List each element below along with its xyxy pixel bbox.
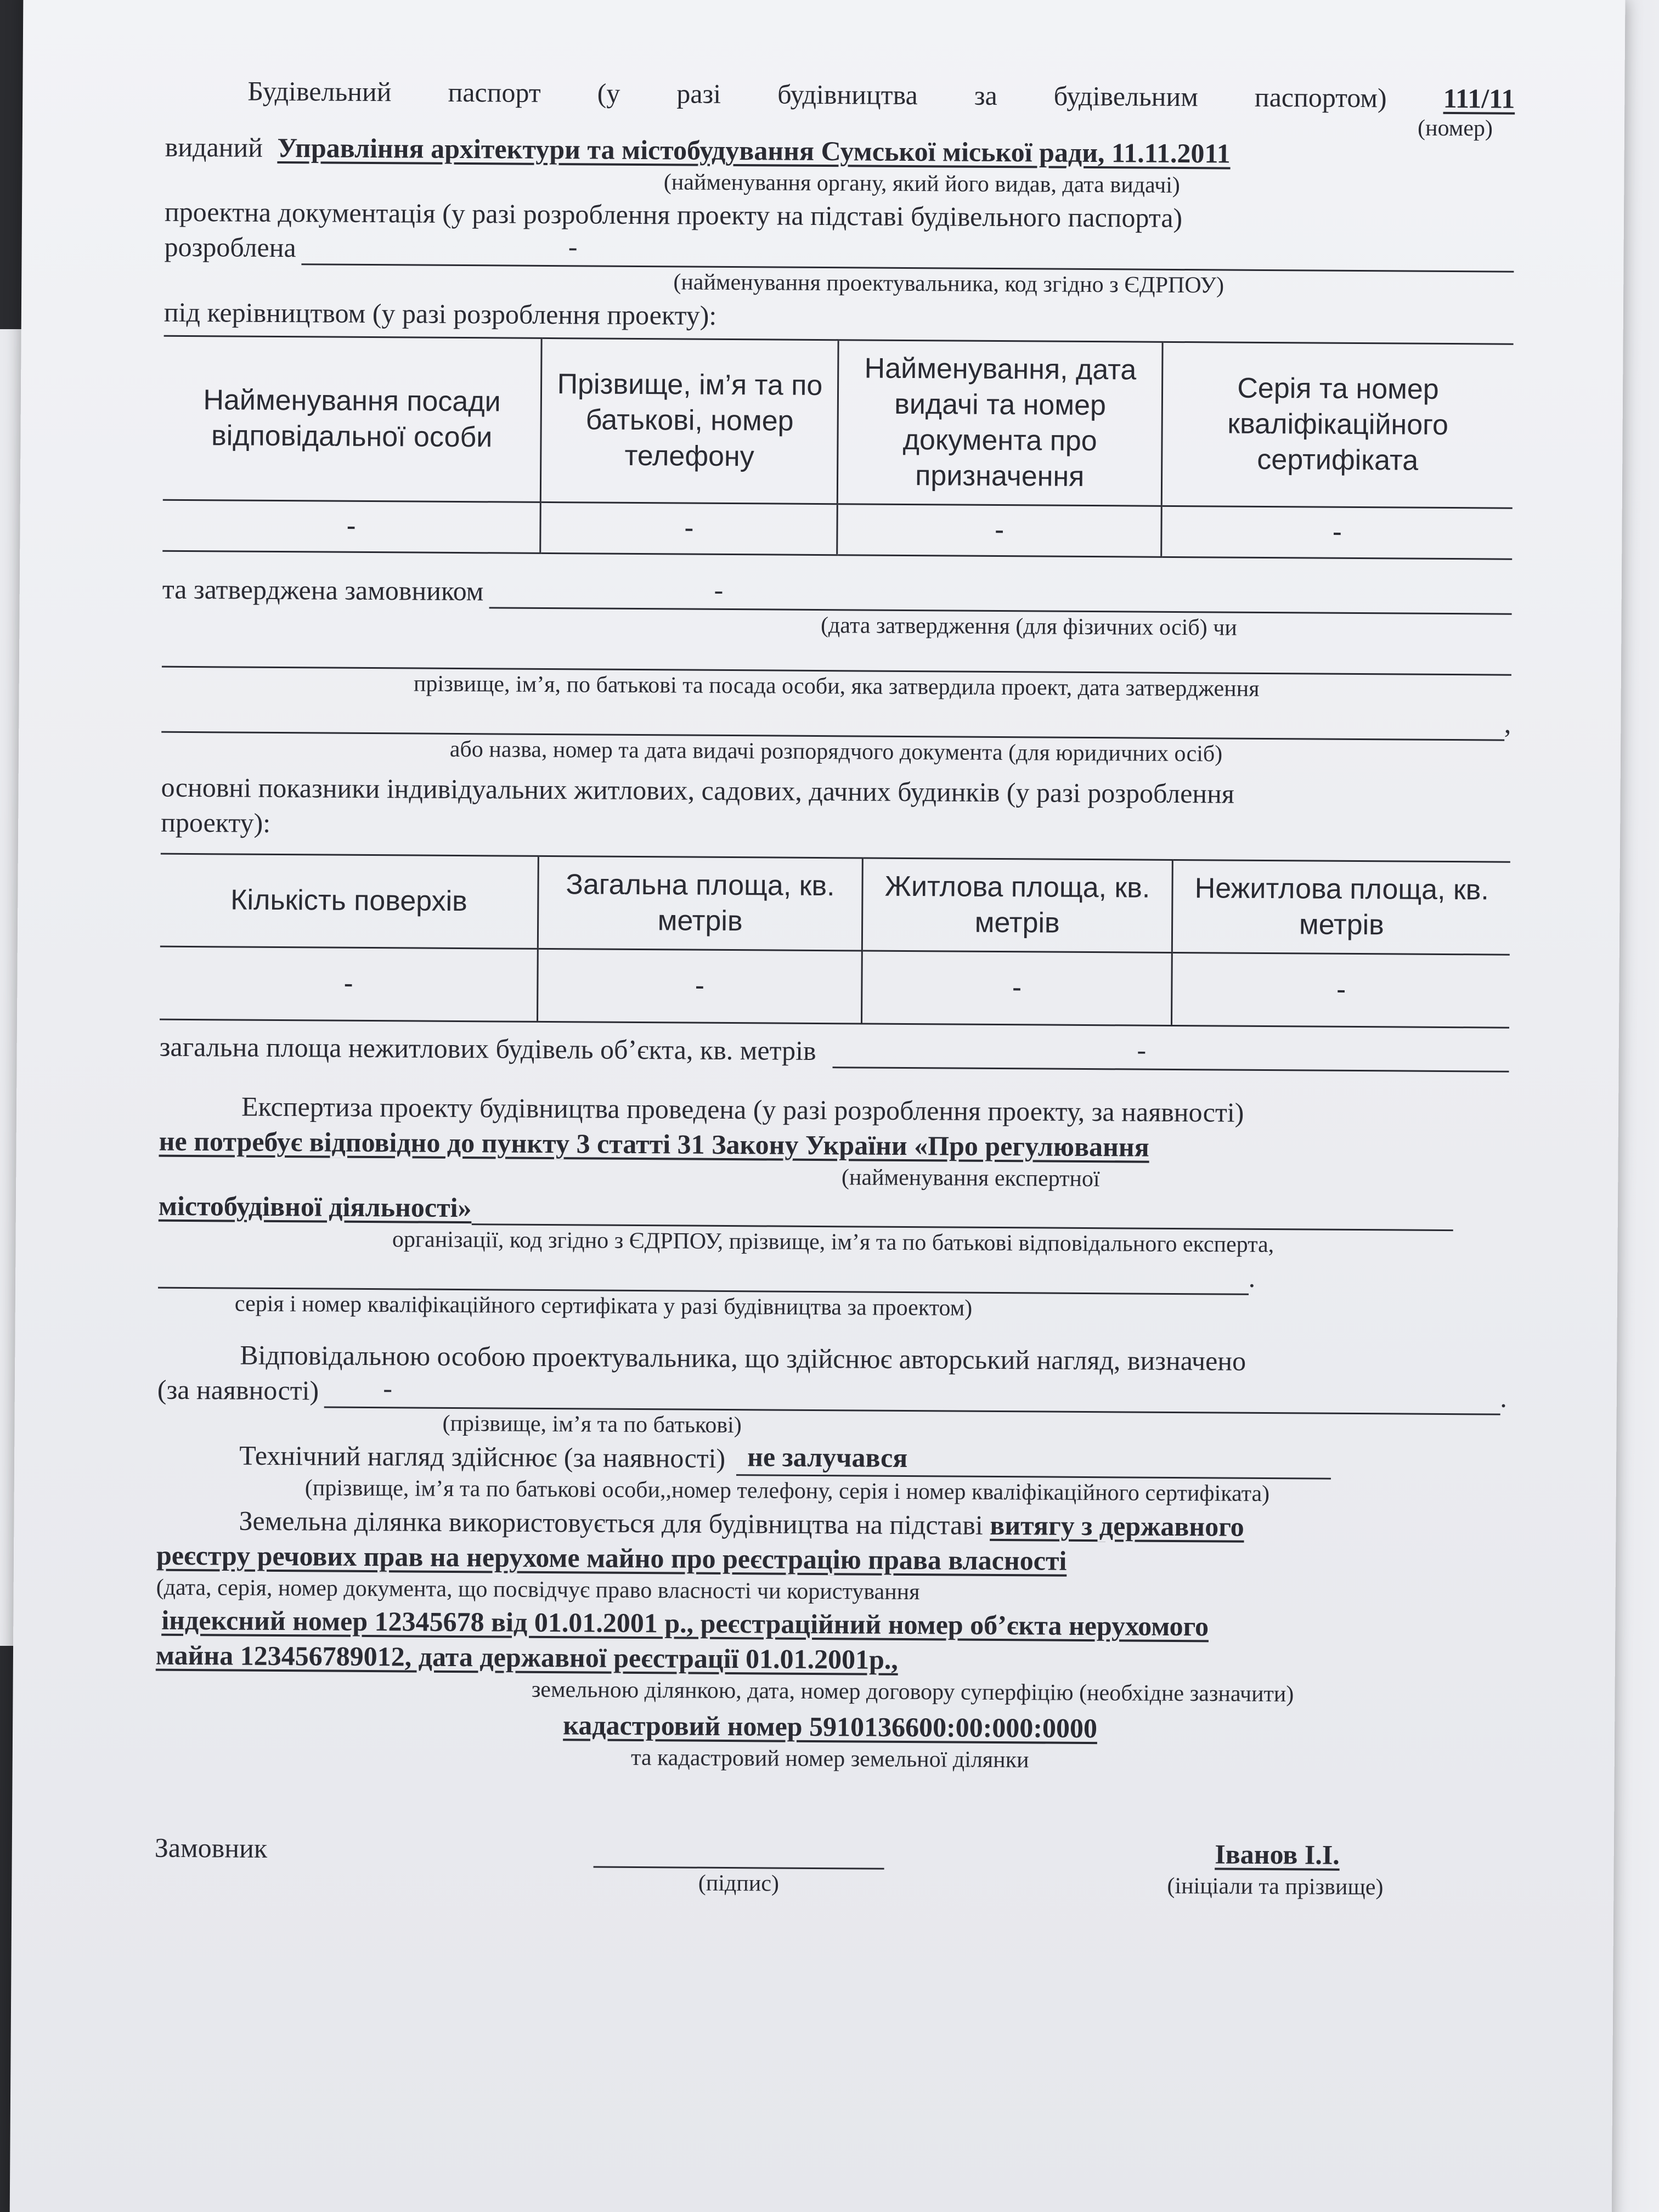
passport-word: будівельним bbox=[1053, 80, 1199, 112]
table-header-cell: Загальна площа, кв. метрів bbox=[538, 856, 862, 951]
table-cell: - bbox=[1161, 506, 1513, 559]
table-cell: - bbox=[1172, 952, 1510, 1028]
author-supervision-line: Відповідальною особою проектувальника, що здійснює авторський нагляд, визначено bbox=[240, 1339, 1246, 1377]
table-header-cell: Житлова площа, кв. метрів bbox=[862, 858, 1173, 952]
nonresidential-field bbox=[832, 1034, 1509, 1073]
issued-caption: (найменування органу, який його видав, дата видачі) bbox=[663, 169, 1180, 198]
approval-value: - bbox=[714, 574, 724, 605]
land-value-1: витягу з державного bbox=[990, 1509, 1244, 1542]
approval-label: та затверджена замовником bbox=[162, 573, 484, 607]
land-intro: Земельна ділянка використовується для будівництва на підставі bbox=[239, 1505, 983, 1541]
approval-comma: , bbox=[1504, 708, 1511, 739]
table-cell: - bbox=[861, 951, 1172, 1025]
table-header-cell: Найменування посади відповідальної особи bbox=[163, 336, 542, 502]
signature-block bbox=[594, 1839, 884, 1870]
passport-word: разі bbox=[676, 78, 721, 109]
land-caption-3: та кадастровий номер земельної ділянки bbox=[630, 1745, 1029, 1773]
signature-spacer bbox=[154, 1865, 593, 1898]
author-supervision-caption: (прізвище, ім’я та по батькові) bbox=[442, 1411, 742, 1438]
responsible-persons-table bbox=[162, 335, 1513, 560]
passport-number-caption: (номер) bbox=[1417, 115, 1493, 142]
developed-caption: (найменування проектувальника, код згідно з ЄДРПОУ) bbox=[673, 269, 1224, 298]
signature-line bbox=[594, 1839, 884, 1870]
passport-word: паспорт bbox=[448, 76, 541, 108]
tech-supervision-label: Технічний нагляд здійснює (за наявності) bbox=[239, 1440, 726, 1474]
approval-field bbox=[489, 574, 1512, 614]
customer-label: Замовник bbox=[154, 1832, 268, 1864]
approval-caption-3: або назва, номер та дата видачі розпорядчого документа (для юридичних осіб) bbox=[449, 736, 1223, 767]
tech-supervision-value: не залучався bbox=[747, 1441, 908, 1473]
table-cell: - bbox=[538, 949, 862, 1024]
table-cell: - bbox=[540, 502, 838, 555]
expertise-value-1: не потребує відповідно до пункту 3 статті 31 Закону України «Про регулювання bbox=[159, 1125, 1149, 1163]
expertise-value-2: містобудівної діяльності» bbox=[158, 1190, 472, 1223]
passport-word: будівництва bbox=[777, 78, 918, 111]
land-value-4: майна 123456789012, дата державної реєстрації 01.01.2001р., bbox=[155, 1639, 899, 1675]
indicators-table bbox=[160, 853, 1510, 1028]
expertise-caption-1: (найменування експертної bbox=[841, 1164, 1100, 1192]
table-cell: - bbox=[837, 504, 1161, 557]
author-supervision-value: - bbox=[383, 1373, 393, 1404]
passport-word: за bbox=[974, 80, 997, 111]
indicators-intro-2: проекту): bbox=[161, 806, 271, 838]
table-header-cell: Нежитлова площа, кв. метрів bbox=[1172, 860, 1510, 955]
issued-label: виданий bbox=[165, 131, 263, 163]
issued-value: Управління архітектури та містобудування Сумської міської ради, 11.11.2011 bbox=[277, 132, 1231, 169]
table-cell: - bbox=[160, 946, 538, 1022]
nonresidential-line bbox=[160, 1029, 1509, 1072]
table-cell: - bbox=[162, 500, 540, 553]
land-value-2: реєстру речових прав на нерухоме майно про реєстрацію права власності bbox=[156, 1539, 1067, 1576]
nonresidential-label: загальна площа нежитлових будівель об’єкта, кв. метрів bbox=[159, 1031, 816, 1066]
document-page bbox=[10, 0, 1626, 2212]
table-row bbox=[162, 500, 1513, 559]
customer-name-block bbox=[884, 1835, 1504, 1874]
table-header-cell: Найменування, дата видачі та номер документа про призначення bbox=[838, 340, 1163, 506]
author-supervision-dot: . bbox=[1500, 1382, 1508, 1414]
customer-name: Іванов І.І. bbox=[1215, 1838, 1340, 1871]
design-docs-line: проектна документація (у разі розроблення проекту на підставі будівельного паспорта) bbox=[164, 196, 1183, 234]
passport-number: 111/11 bbox=[1443, 82, 1515, 114]
signature-caption: (підпис) bbox=[698, 1871, 780, 1897]
expertise-blank-line bbox=[471, 1195, 1453, 1231]
land-caption-2: земельною ділянкою, дата, номер договору суперфіцію (необхідне зазначити) bbox=[531, 1677, 1294, 1707]
table-header-row bbox=[160, 854, 1510, 955]
passport-word: паспортом) bbox=[1254, 81, 1387, 114]
expertise-caption-3: серія і номер кваліфікаційного сертифіката у разі будівництва за проектом) bbox=[234, 1291, 973, 1321]
table-row bbox=[160, 946, 1510, 1028]
table-header-cell: Кількість поверхів bbox=[160, 854, 539, 949]
author-supervision-label: (за наявності) bbox=[157, 1374, 319, 1406]
expertise-intro: Експертиза проекту будівництва проведена (у разі розроблення проекту, за наявності) bbox=[241, 1091, 1244, 1128]
approval-caption-2: прізвище, ім’я, по батькові та посада особи, яка затвердила проект, дата затвердження bbox=[413, 671, 1260, 702]
document-body bbox=[154, 62, 1515, 1904]
supervision-label: під керівництвом (у разі розроблення проекту): bbox=[163, 296, 717, 331]
nonresidential-value: - bbox=[1137, 1034, 1147, 1065]
land-value-3: індексний номер 12345678 від 01.01.2001 р., реєстраційний номер об’єкта нерухомого bbox=[161, 1604, 1209, 1642]
passport-word: (у bbox=[597, 77, 620, 109]
developed-label: розроблена bbox=[164, 231, 296, 263]
tech-supervision-caption: (прізвище, ім’я та по батькові особи,,номер телефону, серія і номер кваліфікаційного сертифіката) bbox=[304, 1475, 1270, 1506]
table-header-row bbox=[163, 336, 1514, 508]
expertise-dot: . bbox=[1248, 1262, 1256, 1293]
cadastral-number: кадастровий номер 5910136600:00:000:0000 bbox=[563, 1709, 1098, 1743]
passport-word: Будівельний bbox=[247, 75, 392, 108]
table-header-cell: Прізвище, ім’я та по батькові, номер телефону bbox=[541, 338, 839, 504]
customer-name-caption: (ініціали та прізвище) bbox=[1167, 1874, 1384, 1900]
indicators-intro-1: основні показники індивідуальних житлових, садових, дачних будинків (у разі розроблення bbox=[161, 771, 1235, 809]
approval-caption-1: (дата затвердження (для фізичних осіб) чи bbox=[820, 612, 1237, 641]
tech-supervision-field bbox=[736, 1441, 1331, 1480]
land-caption-1: (дата, серія, номер документа, що посвідчує право власності чи користування bbox=[156, 1575, 920, 1605]
table-header-cell: Серія та номер кваліфікаційного сертифіката bbox=[1161, 342, 1513, 508]
expertise-caption-2: організації, код згідно з ЄДРПОУ, прізвище, ім’я та по батькові відповідального експерта, bbox=[392, 1227, 1274, 1258]
developed-value: - bbox=[568, 231, 578, 262]
